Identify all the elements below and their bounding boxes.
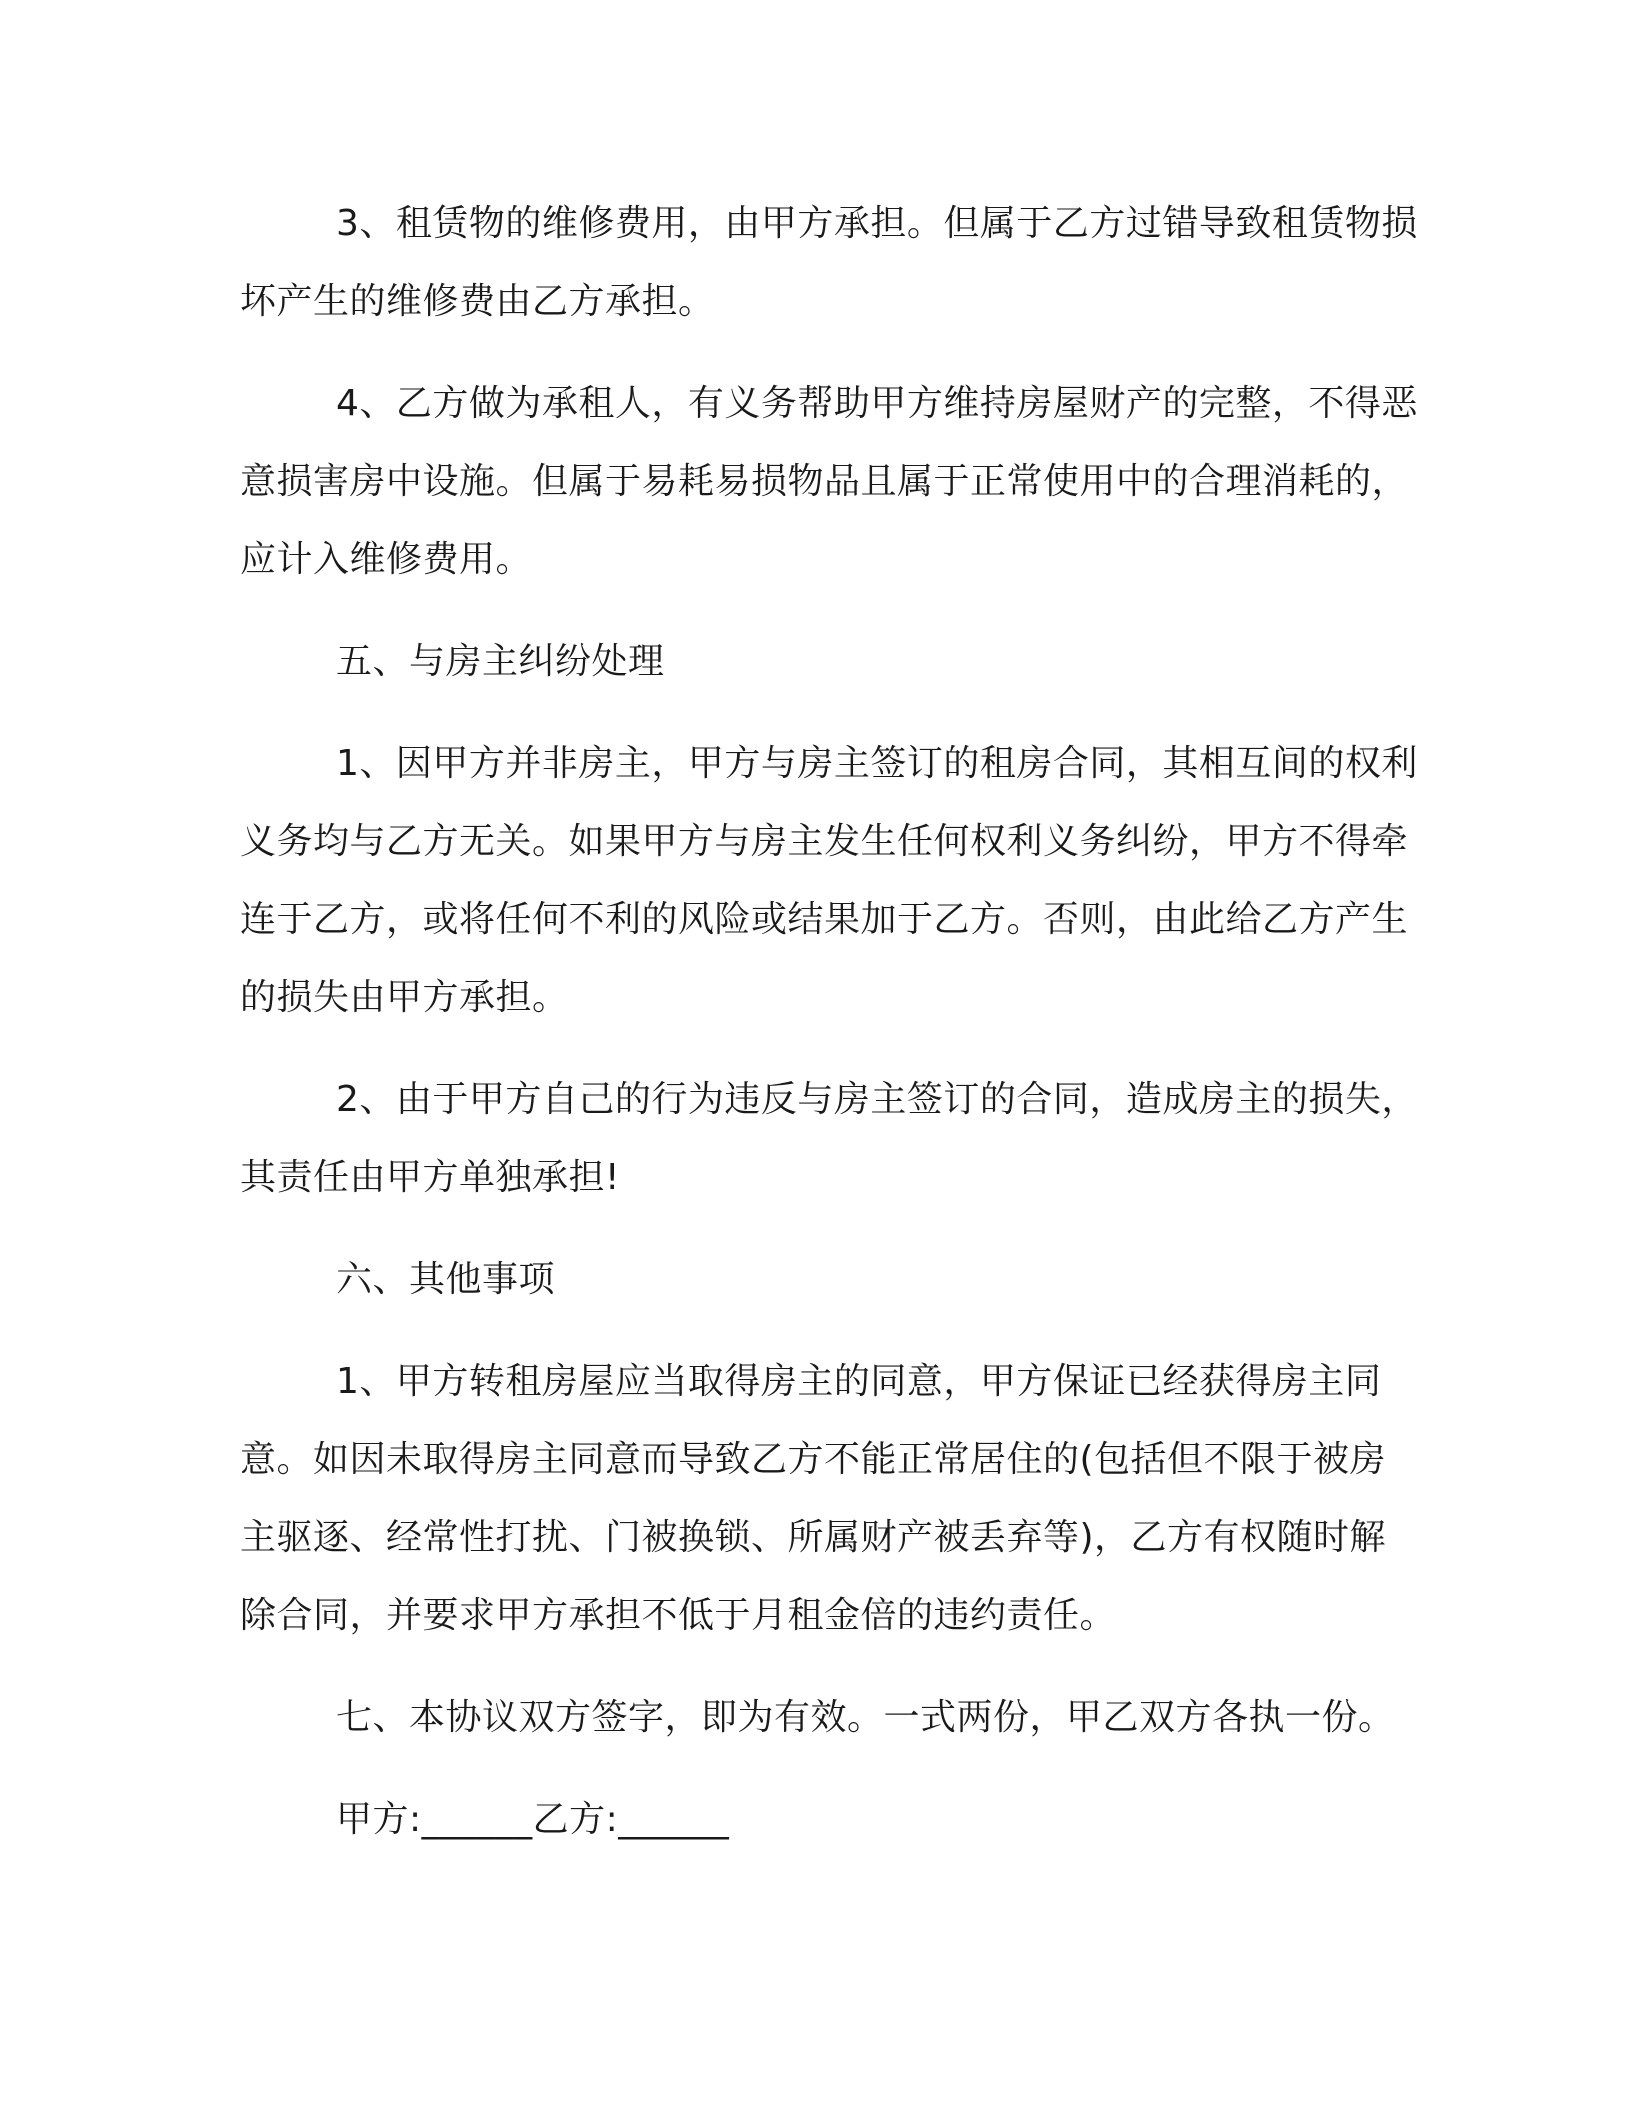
clause-4-4: 4、乙方做为承租人，有义务帮助甲方维持房屋财产的完整，不得恶意损害房中设施。但属于易耗易损物品且属于正常使用中的合理消耗的，应计入维修费用。 <box>240 383 1418 580</box>
section-heading-5: 五、与房主纠纷处理 <box>336 641 665 682</box>
signature-line: 甲方:______乙方:______ <box>336 1799 730 1840</box>
clause-6-1: 1、甲方转租房屋应当取得房主的同意，甲方保证已经获得房主同意。如因未取得房主同意而导致乙方不能正常居住的(包括但不限于被房主驱逐、经常性打扰、门被换锁、所属财产被丢弃等)，乙方有权随时解除合同，并要求甲方承担不低于月租金倍的违约责任。 <box>240 1361 1387 1636</box>
section-7-validity: 七、本协议双方签字，即为有效。一式两份，甲乙双方各执一份。 <box>336 1697 1395 1738</box>
clause-5-2: 2、由于甲方自己的行为违反与房主签订的合同，造成房主的损失，其责任由甲方单独承担! <box>240 1079 1418 1198</box>
section-heading-6: 六、其他事项 <box>336 1259 556 1300</box>
document-body <box>240 185 1420 1859</box>
clause-5-1: 1、因甲方并非房主，甲方与房主签订的租房合同，其相互间的权利义务均与乙方无关。如果甲方与房主发生任何权利义务纠纷，甲方不得牵连于乙方，或将任何不利的风险或结果加于乙方。否则，由此给乙方产生的损失由甲方承担。 <box>240 743 1418 1018</box>
clause-4-3: 3、租赁物的维修费用，由甲方承担。但属于乙方过错导致租赁物损坏产生的维修费由乙方承担。 <box>240 203 1418 322</box>
